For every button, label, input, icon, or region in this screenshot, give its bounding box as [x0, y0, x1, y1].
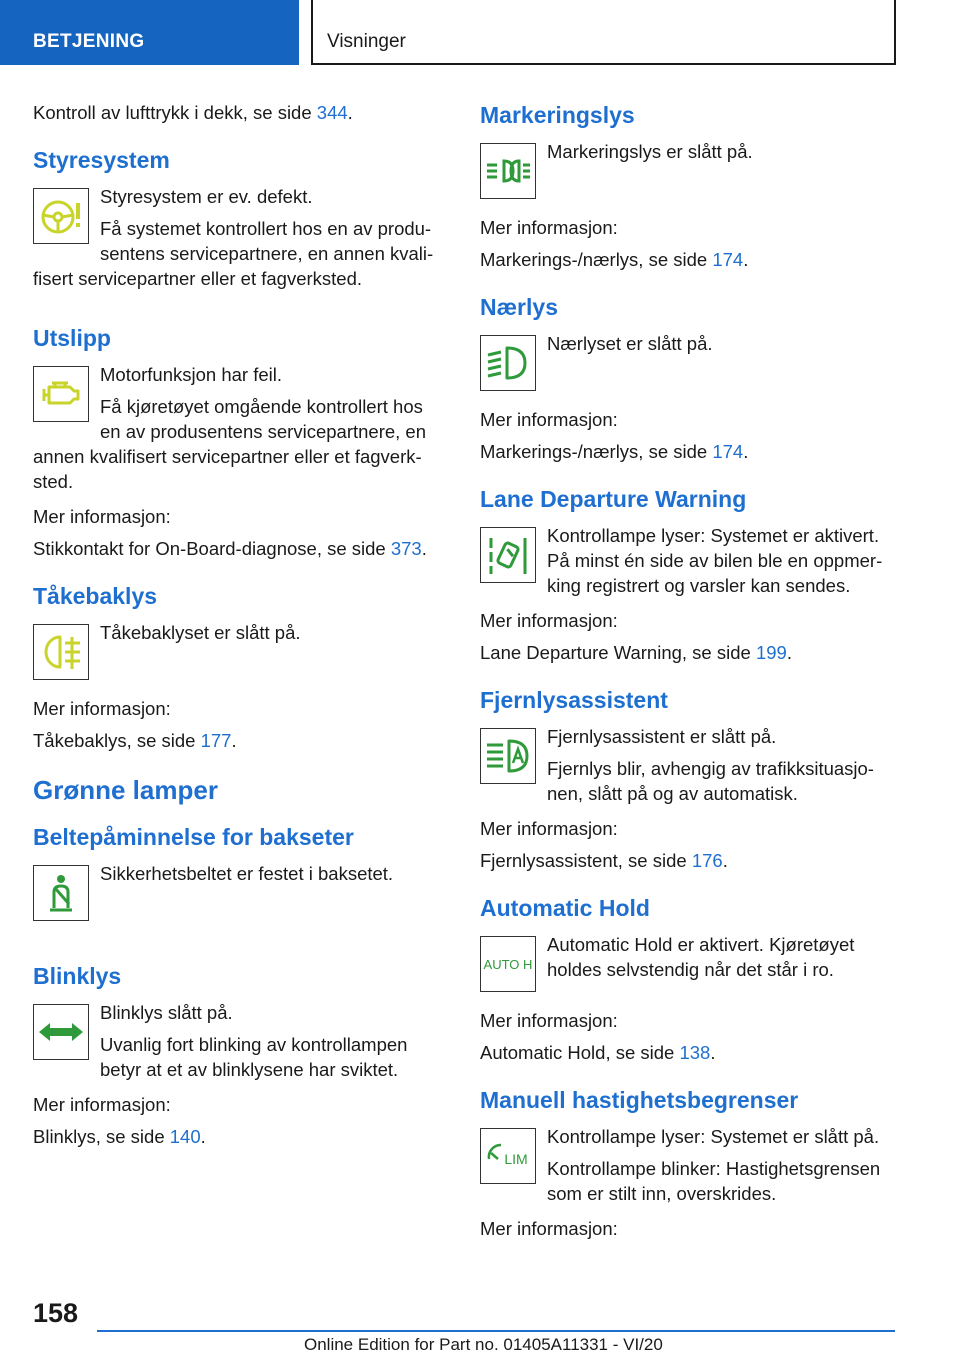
heading-utslipp: Utslipp	[33, 325, 111, 351]
heading-fjernlysassistent: Fjernlysassistent	[480, 687, 668, 713]
chapter-title: Visninger	[327, 31, 406, 52]
entry-automatic-hold: AUTO H Automatic Hold er aktivert. Kjøretøyet holdes selvstendig når det står i ro.	[480, 932, 895, 998]
page-link[interactable]: 174	[712, 441, 744, 462]
entry-utslipp: Motorfunksjon har feil. Få kjøretøyet omgående kontrollert hos en av produsentens servicepartnere, en annen kvalifisert servicepartner eller et fagverk-sted.	[33, 364, 427, 492]
heading-beltepaminnelse: Beltepåminnelse for bakseter	[33, 824, 354, 850]
page-link[interactable]: 176	[691, 850, 723, 871]
heading-gronne-lamper: Grønne lamper	[33, 775, 218, 805]
hastighetsbegrenser-more: Mer informasjon:	[480, 1218, 618, 1239]
page-link[interactable]: 177	[200, 730, 232, 751]
heading-hastighetsbegrenser: Manuell hastighetsbegrenser	[480, 1087, 799, 1113]
page-number: 158	[33, 1298, 79, 1328]
high-beam-assistant-icon	[480, 728, 536, 784]
heading-styresystem: Styresystem	[33, 147, 170, 173]
heading-blinklys: Blinklys	[33, 963, 122, 989]
markeringslys-more: Mer informasjon: Markerings-/nærlys, se side 174.	[480, 217, 749, 270]
entry-markeringslys: Markeringslys er slått på.	[480, 139, 895, 205]
naerlys-more: Mer informasjon: Markerings-/nærlys, se side 174.	[480, 409, 749, 462]
entry-hastighetsbegrenser: LIM Kontrollampe lyser: Systemet er slått på. Kontrollampe blinker: Hastighetsgrensen som er stilt inn, overskrides.	[480, 1124, 895, 1206]
page-link[interactable]: 199	[755, 642, 787, 663]
page-link[interactable]: 344	[316, 102, 348, 123]
heading-lane-departure: Lane Departure Warning	[480, 486, 747, 512]
left-column	[33, 100, 443, 1149]
entry-fjernlysassistent: Fjernlysassistent er slått på. Fjernlys blir, avhengig av trafikksituasjo-nen, slått på og av automatisk.	[480, 724, 895, 806]
entry-naerlys: Nærlyset er slått på.	[480, 331, 895, 397]
footer-edition: Online Edition for Part no. 01405A11331 - VI/20	[304, 1335, 663, 1354]
section-tab	[0, 0, 299, 65]
entry-takebaklys: Tåkebaklyset er slått på.	[33, 620, 443, 686]
automatic-hold-more: Mer informasjon: Automatic Hold, se side 138.	[480, 1010, 716, 1063]
section-title: BETJENING	[33, 31, 145, 52]
heading-takebaklys: Tåkebaklys	[33, 583, 158, 609]
page-link[interactable]: 140	[169, 1126, 201, 1147]
turn-signal-icon	[33, 1004, 89, 1060]
heading-automatic-hold: Automatic Hold	[480, 895, 650, 921]
auto-hold-icon	[480, 936, 536, 992]
rear-fog-light-icon	[33, 624, 89, 680]
lane-departure-more: Mer informasjon: Lane Departure Warning, se side 199.	[480, 610, 792, 663]
intro-paragraph: Kontroll av lufttrykk i dekk, se side 344.	[33, 102, 353, 123]
lane-departure-icon	[480, 527, 536, 583]
entry-lane-departure: Kontrollampe lyser: Systemet er aktivert. På minst én side av bilen ble en oppmer-king registrert og varsler kan sendes.	[480, 523, 895, 598]
steering-warning-icon	[33, 188, 89, 244]
parking-light-icon	[480, 143, 536, 199]
page-link[interactable]: 138	[679, 1042, 711, 1063]
chapter-tab	[311, 0, 896, 65]
right-column	[480, 100, 895, 1241]
fjernlysassistent-more: Mer informasjon: Fjernlysassistent, se side 176.	[480, 818, 728, 871]
page-link[interactable]: 174	[712, 249, 744, 270]
blinklys-more: Mer informasjon: Blinklys, se side 140.	[33, 1094, 206, 1147]
takebaklys-more: Mer informasjon: Tåkebaklys, se side 177.	[33, 698, 237, 751]
speed-limiter-icon	[480, 1128, 536, 1184]
heading-naerlys: Nærlys	[480, 294, 558, 320]
low-beam-icon	[480, 335, 536, 391]
svg-text:LIM: LIM	[504, 1151, 528, 1167]
footer-divider	[97, 1330, 895, 1332]
utslipp-more: Mer informasjon: Stikkontakt for On-Board-diagnose, se side 373.	[33, 506, 427, 559]
engine-warning-icon	[33, 366, 89, 422]
page-link[interactable]: 373	[390, 538, 422, 559]
seatbelt-icon	[33, 865, 89, 921]
entry-styresystem: Styresystem er ev. defekt. Få systemet kontrollert hos en av produ-sentens servicepartnere, en annen kvali-fisert servicepartner eller et fagverksted.	[33, 186, 434, 289]
svg-text:AUTO H: AUTO H	[483, 957, 533, 972]
entry-blinklys: Blinklys slått på. Uvanlig fort blinking av kontrollampen betyr at et av blinklysene har sviktet.	[33, 1000, 443, 1082]
entry-beltepaminnelse: Sikkerhetsbeltet er festet i baksetet.	[33, 861, 443, 927]
heading-markeringslys: Markeringslys	[480, 102, 635, 128]
